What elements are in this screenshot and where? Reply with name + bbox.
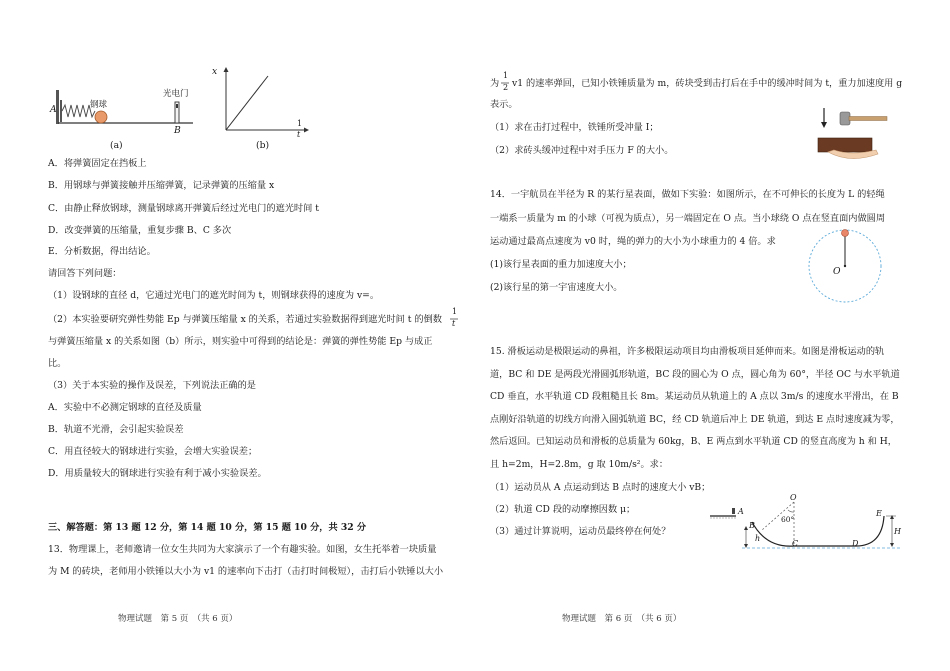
fig-a-label-B: B — [174, 125, 181, 136]
step-a: A．将弹簧固定在挡板上 — [48, 158, 147, 169]
step-c: C．由静止释放钢球，测量钢球离开弹簧后经过光电门的遮光时间 t — [48, 203, 319, 214]
q15-fig-C: C — [792, 539, 799, 548]
fig-b-caption: (b) — [256, 140, 270, 151]
q15-fig-angle: 60° — [781, 515, 795, 524]
q13-cont-frac-den: 2 — [503, 83, 509, 92]
q13-cont-prefix: 为 — [490, 78, 500, 89]
fig-b-axis-1: 1 — [297, 119, 303, 128]
q15-sub-3: （3）通过计算说明，运动员最终停在何处？ — [490, 526, 671, 537]
q3-option-a: A．实验中不必测定钢球的直径及质量 — [48, 402, 202, 413]
prompt-text: 请回答下列问题： — [48, 268, 122, 279]
question-15-line-5: 然后返回。已知运动员和滑板的总质量为 60kg，B、E 两点到水平轨道 CD 的竖直高度为 h 和 H， — [490, 436, 897, 447]
fig-a-label-gate: 光电门 — [163, 89, 189, 99]
q13-cont-line-2: 表示。 — [490, 99, 518, 110]
fig-a-caption: (a) — [110, 140, 123, 151]
step-d: D．改变弹簧的压缩量，重复步骤 B、C 多次 — [48, 225, 232, 236]
question-13-line-2: 为 M 的砖块，老师用小铁锤以大小为 v1 的速率向下击打（击打时间极短），击打后小铁锤以大小 — [48, 566, 444, 577]
question-2-line-3: 比。 — [48, 358, 67, 369]
q14-sub-1: (1)该行星表面的重力加速度大小； — [490, 259, 632, 270]
hammer-brick-figure — [816, 104, 892, 166]
question-15-line-4: 点刚好沿轨道的切线方向滑入圆弧轨道 BC，经 CD 轨道后冲上 DE 轨道，到达 E 点时速度减为零， — [490, 414, 900, 425]
question-13-line-1: 13．物理课上，老师邀请一位女生共同为大家演示了一个有趣实验。如图，女生托举着一块质量 — [48, 544, 437, 555]
step-b: B．用钢球与弹簧接触并压缩弹簧，记录弹簧的压缩量 x — [48, 180, 275, 191]
q13-cont-frac-num: 1 — [503, 71, 509, 80]
q13-sub-2: （2）求砖头缓冲过程中对手压力 F 的大小。 — [490, 145, 674, 156]
fig-b-axis-t: t — [297, 130, 301, 139]
section-title: 三、解答题：第 13 题 12 分，第 14 题 10 分，第 15 题 10 分，共 32 分 — [48, 522, 367, 533]
q14-fig-O: O — [833, 266, 841, 277]
question-1: （1）设钢球的直径 d，它通过光电门的遮光时间为 t，则钢球获得的速度为 v=。 — [48, 290, 380, 301]
skate-track-figure — [706, 494, 906, 558]
q2-frac-num: 1 — [452, 307, 458, 316]
q3-option-b: B．轨道不光滑，会引起实验误差 — [48, 424, 184, 435]
q15-fig-D: D — [852, 539, 859, 548]
question-15-line-2: 道，BC 和 DE 是两段光滑圆弧形轨道，BC 段的圆心为 O 点，圆心角为 60°，半径 OC 与水平轨道 — [490, 369, 900, 380]
fig-a-label-A: A — [50, 104, 57, 115]
q13-sub-1: （1）求在击打过程中，铁锤所受冲量 I； — [490, 122, 659, 133]
q15-fig-E: E — [876, 509, 882, 518]
q15-sub-1: （1）运动员从 A 点运动到达 B 点时的速度大小 vB； — [490, 482, 711, 493]
q3-option-d: D．用质量较大的钢球进行实验有利于减小实验误差。 — [48, 468, 267, 479]
question-15-line-6: 且 h=2m，H=2.8m，g 取 10m/s²。求： — [490, 459, 669, 470]
fig-a-label-ball: 钢球 — [90, 100, 108, 110]
q2-frac-den: t — [452, 319, 456, 328]
q13-cont-line-1: v1 的速率弹回，已知小铁锤质量为 m，砖块受到击打后在手中的缓冲时间为 t，重力加速度用 g — [512, 78, 903, 89]
q14-sub-2: (2)该行星的第一宇宙速度大小。 — [490, 282, 623, 293]
question-15-line-3: CD 垂直，水平轨道 CD 段粗糙且长 8m。某运动员从轨道上的 A 点以 3m/s 的速度水平滑出，在 B — [490, 391, 899, 402]
q15-sub-2: （2）轨道 CD 段的动摩擦因数 μ； — [490, 504, 636, 515]
footer-page-6: 物理试题 第 6 页 （共 6 页） — [562, 614, 682, 624]
question-2-line-2: 与弹簧压缩量 x 的关系如图（b）所示，则实验中可得到的结论是：弹簧的弹性势能 Ep 与成正 — [48, 336, 433, 347]
footer-page-5: 物理试题 第 5 页 （共 6 页） — [118, 614, 238, 624]
q3-option-c: C．用直径较大的钢球进行实验，会增大实验误差； — [48, 446, 258, 457]
question-3: （3）关于本实验的操作及误差，下列说法正确的是 — [48, 380, 256, 391]
q15-fig-O: O — [790, 493, 797, 502]
q15-fig-A: A — [738, 507, 744, 516]
question-14-line-3: 运动通过最高点速度为 v0 时，绳的弹力的大小为小球重力的 4 倍。求 — [490, 236, 776, 247]
question-14-line-1: 14．一宇航员在半径为 R 的某行星表面，做如下实验：如图所示，在不可伸长的长度为 L 的轻绳 — [490, 189, 885, 200]
q15-fig-h: h — [755, 534, 761, 543]
q15-fig-H: H — [894, 527, 901, 536]
question-14-line-2: 一端系一质量为 m 的小球（可视为质点），另一端固定在 O 点。当小球绕 O 点在竖直面内做圆周 — [490, 213, 886, 224]
question-15-line-1: 15. 滑板运动是极限运动的鼻祖，许多极限运动项目均由滑板项目延伸而来。如图是滑板运动的轨 — [490, 346, 885, 357]
fig-b-axis-x: x — [212, 66, 218, 77]
circle-motion-figure — [808, 226, 884, 306]
question-2-line-1: （2）本实验要研究弹性势能 Ep 与弹簧压缩量 x 的关系，若通过实验数据得到遮光时间 t 的倒数 — [48, 314, 442, 325]
q15-fig-B: B — [749, 521, 755, 530]
step-e: E．分析数据，得出结论。 — [48, 246, 156, 257]
